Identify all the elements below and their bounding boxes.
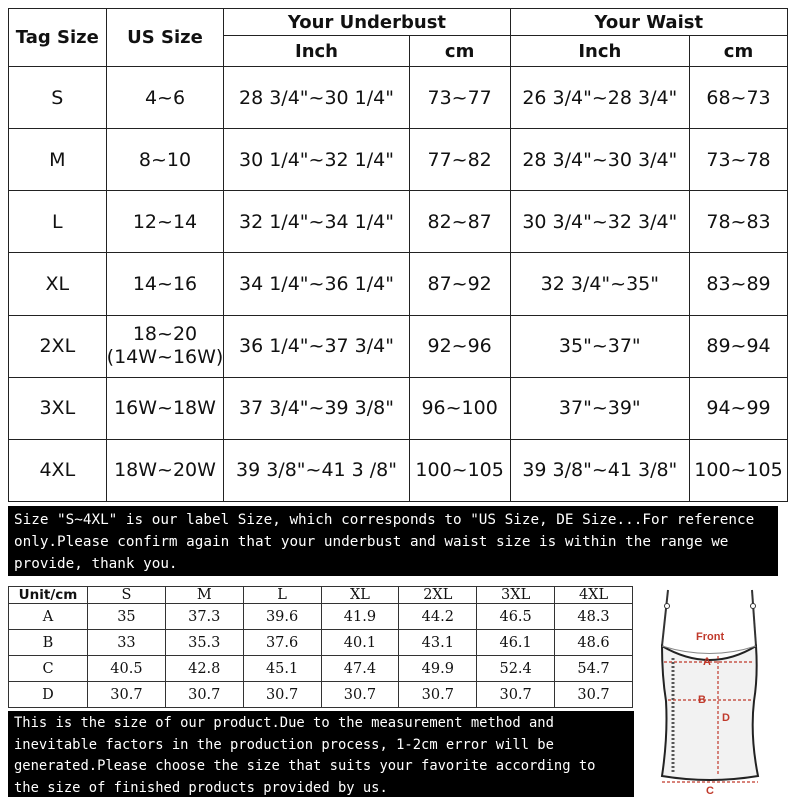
measurement-label: B	[9, 630, 88, 656]
front-label: Front	[696, 631, 725, 643]
tag-size-cell: 2XL	[9, 315, 107, 377]
measurement-value: 48.3	[555, 604, 633, 630]
underbust-cm-cell: 87~92	[409, 253, 510, 315]
size-row-xl	[9, 253, 788, 315]
header-size-4xl: 4XL	[555, 587, 633, 604]
tag-size-cell: 3XL	[9, 377, 107, 439]
us-size-cell	[106, 315, 224, 377]
measurement-value: 54.7	[555, 656, 633, 682]
product-table-header-row	[9, 587, 633, 604]
us-size-cell: 14~16	[106, 253, 224, 315]
label-c: C	[706, 785, 714, 796]
measurement-value: 30.7	[88, 682, 166, 708]
waist-cm-cell: 94~99	[690, 377, 788, 439]
waist-cm-cell: 89~94	[690, 315, 788, 377]
waist-inch-cell: 32 3/4"~35"	[510, 253, 689, 315]
measurement-value: 30.7	[555, 682, 633, 708]
underbust-inch-cell: 32 1/4"~34 1/4"	[224, 191, 409, 253]
us-size-cell: 12~14	[106, 191, 224, 253]
label-size-note: Size "S~4XL" is our label Size, which corresponds to "US Size, DE Size...For reference only.Please confirm again that your underbust and waist size is within the range we provide, thank you.	[8, 506, 778, 576]
waist-cm-cell: 73~78	[690, 129, 788, 191]
right-strap	[752, 590, 756, 646]
header-underbust: Your Underbust	[224, 9, 510, 36]
label-d: D	[722, 712, 730, 724]
underbust-inch-cell: 34 1/4"~36 1/4"	[224, 253, 409, 315]
tag-size-cell: S	[9, 67, 107, 129]
measurement-value: 37.6	[243, 630, 321, 656]
header-unit: Unit/cm	[9, 587, 88, 604]
product-table-body	[9, 604, 633, 708]
measurement-value: 48.6	[555, 630, 633, 656]
header-us-size: US Size	[106, 9, 224, 67]
underbust-cm-cell: 73~77	[409, 67, 510, 129]
header-size-m: M	[165, 587, 243, 604]
product-row-c	[9, 656, 633, 682]
measurement-value: 47.4	[321, 656, 399, 682]
underbust-inch-cell: 28 3/4"~30 1/4"	[224, 67, 409, 129]
measurement-value: 39.6	[243, 604, 321, 630]
waist-inch-cell: 37"~39"	[510, 377, 689, 439]
header-waist: Your Waist	[510, 9, 787, 36]
measurement-value: 30.7	[477, 682, 555, 708]
product-size-table	[8, 586, 633, 708]
measurement-value: 41.9	[321, 604, 399, 630]
size-row-s	[9, 67, 788, 129]
header-size-s: S	[88, 587, 166, 604]
product-row-d	[9, 682, 633, 708]
underbust-cm-cell: 82~87	[409, 191, 510, 253]
measurement-value: 44.2	[399, 604, 477, 630]
waist-cm-cell: 83~89	[690, 253, 788, 315]
tag-size-cell: XL	[9, 253, 107, 315]
measurement-value: 49.9	[399, 656, 477, 682]
measurement-value: 35.3	[165, 630, 243, 656]
measurement-value: 30.7	[243, 682, 321, 708]
label-a: A	[703, 656, 711, 668]
header-tag-size: Tag Size	[9, 9, 107, 67]
measurement-label: A	[9, 604, 88, 630]
underbust-cm-cell: 92~96	[409, 315, 510, 377]
tag-size-cell: L	[9, 191, 107, 253]
waist-cm-cell: 68~73	[690, 67, 788, 129]
underbust-inch-cell: 30 1/4"~32 1/4"	[224, 129, 409, 191]
tag-size-cell: M	[9, 129, 107, 191]
header-underbust-cm: cm	[409, 36, 510, 67]
product-row-a	[9, 604, 633, 630]
size-row-l	[9, 191, 788, 253]
size-row-m	[9, 129, 788, 191]
size-chart-table	[8, 8, 788, 502]
underbust-inch-cell: 39 3/8"~41 3 /8"	[224, 439, 409, 501]
measurement-value: 42.8	[165, 656, 243, 682]
header-waist-inch: Inch	[510, 36, 689, 67]
us-size-line-2: (14W~16W)	[106, 346, 224, 369]
measurement-value: 52.4	[477, 656, 555, 682]
underbust-cm-cell: 96~100	[409, 377, 510, 439]
underbust-cm-cell: 100~105	[409, 439, 510, 501]
left-strap	[662, 590, 668, 646]
measurement-value: 35	[88, 604, 166, 630]
measurement-value: 46.1	[477, 630, 555, 656]
size-row-4xl	[9, 439, 788, 501]
header-size-3xl: 3XL	[477, 587, 555, 604]
label-b: B	[698, 694, 706, 706]
measurement-label: C	[9, 656, 88, 682]
measurement-value: 30.7	[321, 682, 399, 708]
waist-cm-cell: 78~83	[690, 191, 788, 253]
header-waist-cm: cm	[690, 36, 788, 67]
us-size-cell: 16W~18W	[106, 377, 224, 439]
us-size-cell: 8~10	[106, 129, 224, 191]
measurement-value: 40.5	[88, 656, 166, 682]
size-row-2xl	[9, 315, 788, 377]
measurement-value: 43.1	[399, 630, 477, 656]
measurement-value: 45.1	[243, 656, 321, 682]
size-chart-body	[9, 67, 788, 502]
header-size-l: L	[243, 587, 321, 604]
measurement-value: 37.3	[165, 604, 243, 630]
product-size-note: This is the size of our product.Due to the measurement method and inevitable factors in the production process, 1-2cm error will be generated.Please choose the size that suits your favorite according to the size of finished products provided by us.	[8, 711, 634, 797]
left-strap-slider	[665, 604, 670, 609]
measurement-label: D	[9, 682, 88, 708]
measurement-value: 30.7	[399, 682, 477, 708]
waist-inch-cell: 26 3/4"~28 3/4"	[510, 67, 689, 129]
waist-cm-cell: 100~105	[690, 439, 788, 501]
underbust-cm-cell: 77~82	[409, 129, 510, 191]
underbust-inch-cell: 36 1/4"~37 3/4"	[224, 315, 409, 377]
waist-inch-cell: 28 3/4"~30 3/4"	[510, 129, 689, 191]
header-underbust-inch: Inch	[224, 36, 409, 67]
waist-inch-cell: 35"~37"	[510, 315, 689, 377]
right-strap-slider	[751, 604, 756, 609]
header-size-2xl: 2XL	[399, 587, 477, 604]
header-size-xl: XL	[321, 587, 399, 604]
us-size-cell: 4~6	[106, 67, 224, 129]
measurement-value: 33	[88, 630, 166, 656]
us-size-cell: 18W~20W	[106, 439, 224, 501]
underbust-inch-cell: 37 3/4"~39 3/8"	[224, 377, 409, 439]
measurement-value: 46.5	[477, 604, 555, 630]
measurement-value: 30.7	[165, 682, 243, 708]
garment-measurement-diagram	[640, 586, 790, 796]
waist-inch-cell: 30 3/4"~32 3/4"	[510, 191, 689, 253]
tag-size-cell: 4XL	[9, 439, 107, 501]
us-size-line-1: 18~20	[132, 323, 198, 346]
measurement-value: 40.1	[321, 630, 399, 656]
size-row-3xl	[9, 377, 788, 439]
product-row-b	[9, 630, 633, 656]
waist-inch-cell: 39 3/8"~41 3/8"	[510, 439, 689, 501]
